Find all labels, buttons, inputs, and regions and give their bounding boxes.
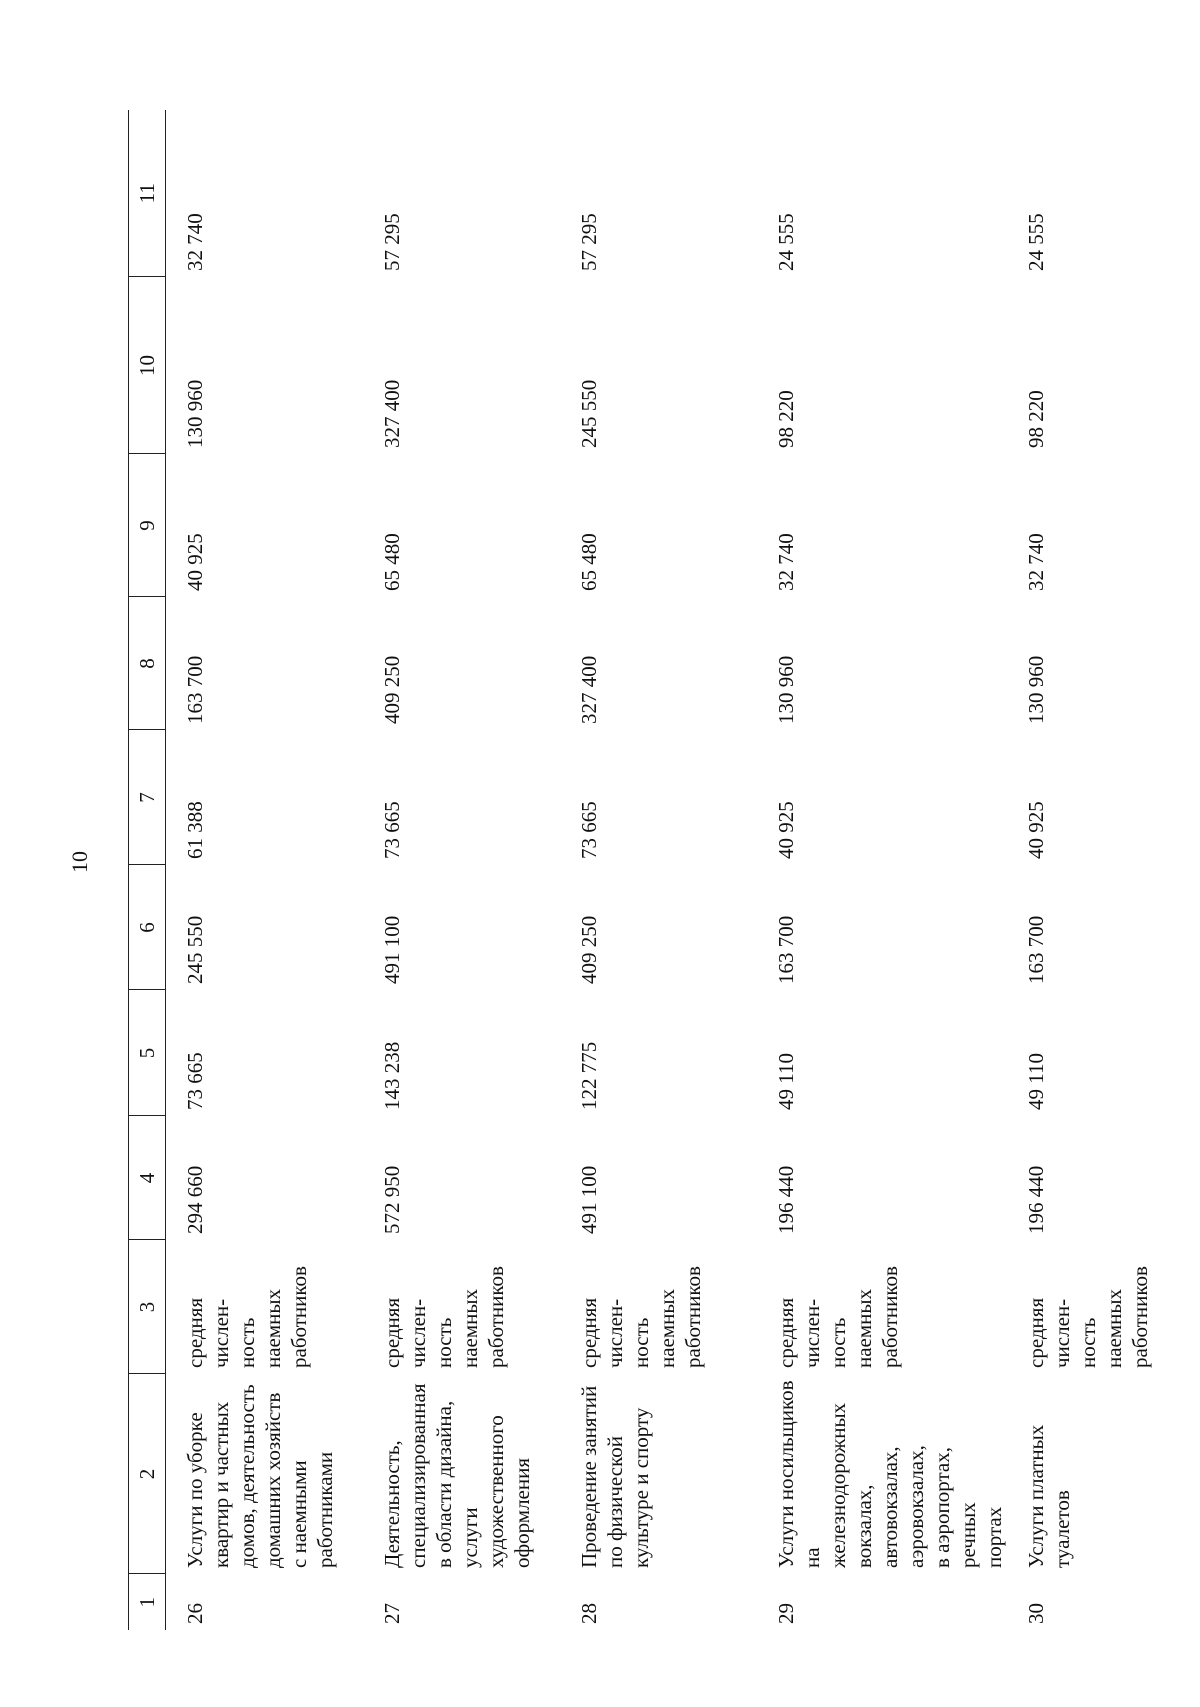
table-row	[363, 110, 560, 1630]
physical-indicator: средняя числен- ность наемных работников	[773, 1266, 902, 1368]
header-col-4: 4	[129, 1116, 166, 1240]
cell-col-11: 57 295	[379, 213, 404, 271]
table-row	[560, 110, 757, 1630]
cell-col-10: 245 550	[576, 379, 601, 448]
physical-indicator: средняя числен- ность наемных работников	[576, 1266, 705, 1368]
cell-col-10: 98 220	[773, 390, 798, 448]
cell-col-4: 196 440	[773, 1165, 798, 1234]
service-name: Услуги носильщиков на железнодорожных вокзалах, автовокзалах, аэровокзалах, в аэропортах, речных портах	[773, 1380, 1006, 1568]
header-col-11: 11	[129, 110, 166, 277]
service-name: Проведение занятий по физической культуре и спорту	[576, 1385, 653, 1568]
service-name: Услуги по уборке квартир и частных домов, деятельность домашних хозяйств с наемными работниками	[183, 1384, 337, 1568]
header-row	[129, 110, 166, 1630]
cell-col-9: 65 480	[576, 533, 601, 591]
header-col-9: 9	[129, 454, 166, 597]
physical-indicator: средняя числен- ность наемных работников	[1023, 1266, 1152, 1368]
cell-col-10: 98 220	[1023, 390, 1048, 448]
header-col-2: 2	[129, 1374, 166, 1574]
cell-col-4: 572 950	[379, 1165, 404, 1234]
service-name: Деятельность, специализированная в области дизайна, услуги художественного оформления	[379, 1383, 534, 1568]
cell-col-5: 122 775	[576, 1041, 601, 1110]
tax-table	[128, 110, 1200, 1630]
row-number: 26	[183, 1603, 207, 1624]
cell-col-7: 40 925	[1023, 801, 1048, 859]
rotated-table-container	[128, 110, 1153, 1630]
table-row	[166, 110, 363, 1630]
header-col-1: 1	[129, 1574, 166, 1630]
cell-col-5: 49 110	[1023, 1053, 1048, 1110]
table-row	[757, 110, 1007, 1630]
cell-col-11: 57 295	[576, 213, 601, 271]
cell-col-10: 130 960	[183, 379, 207, 448]
row-number: 27	[379, 1603, 404, 1624]
cell-col-8: 409 250	[379, 655, 404, 724]
header-col-5: 5	[129, 990, 166, 1116]
cell-col-8: 130 960	[1023, 655, 1048, 724]
header-col-7: 7	[129, 730, 166, 865]
cell-col-4: 491 100	[576, 1165, 601, 1234]
cell-col-7: 40 925	[773, 801, 798, 859]
cell-col-10: 327 400	[379, 379, 404, 448]
cell-col-8: 327 400	[576, 655, 601, 724]
cell-col-9: 65 480	[379, 533, 404, 591]
cell-col-7: 73 665	[576, 801, 601, 859]
physical-indicator: средняя числен- ность наемных работников	[183, 1266, 311, 1368]
row-number: 28	[576, 1603, 601, 1624]
table-row	[1007, 110, 1200, 1630]
page-number: 10	[67, 851, 92, 873]
cell-col-6: 163 700	[773, 915, 798, 984]
row-number: 30	[1023, 1603, 1048, 1624]
cell-col-6: 409 250	[576, 915, 601, 984]
cell-col-11: 24 555	[1023, 213, 1048, 271]
cell-col-8: 163 700	[183, 655, 207, 724]
cell-col-11: 24 555	[773, 213, 798, 271]
cell-col-5: 49 110	[773, 1053, 798, 1110]
cell-col-9: 32 740	[773, 533, 798, 591]
cell-col-7: 61 388	[183, 801, 207, 859]
physical-indicator: средняя числен- ность наемных работников	[379, 1266, 508, 1368]
cell-col-6: 245 550	[183, 915, 207, 984]
cell-col-5: 73 665	[183, 1052, 207, 1110]
row-number: 29	[773, 1603, 798, 1624]
header-col-8: 8	[129, 597, 166, 730]
header-col-6: 6	[129, 865, 166, 990]
cell-col-4: 294 660	[183, 1165, 207, 1234]
header-col-3: 3	[129, 1240, 166, 1374]
cell-col-9: 32 740	[1023, 533, 1048, 591]
cell-col-6: 491 100	[379, 915, 404, 984]
header-col-10: 10	[129, 277, 166, 454]
cell-col-7: 73 665	[379, 801, 404, 859]
cell-col-6: 163 700	[1023, 915, 1048, 984]
cell-col-8: 130 960	[773, 655, 798, 724]
cell-col-9: 40 925	[183, 533, 207, 591]
cell-col-4: 196 440	[1023, 1165, 1048, 1234]
cell-col-5: 143 238	[379, 1041, 404, 1110]
service-name: Услуги платных туалетов	[1023, 1424, 1074, 1568]
cell-col-11: 32 740	[183, 213, 207, 271]
